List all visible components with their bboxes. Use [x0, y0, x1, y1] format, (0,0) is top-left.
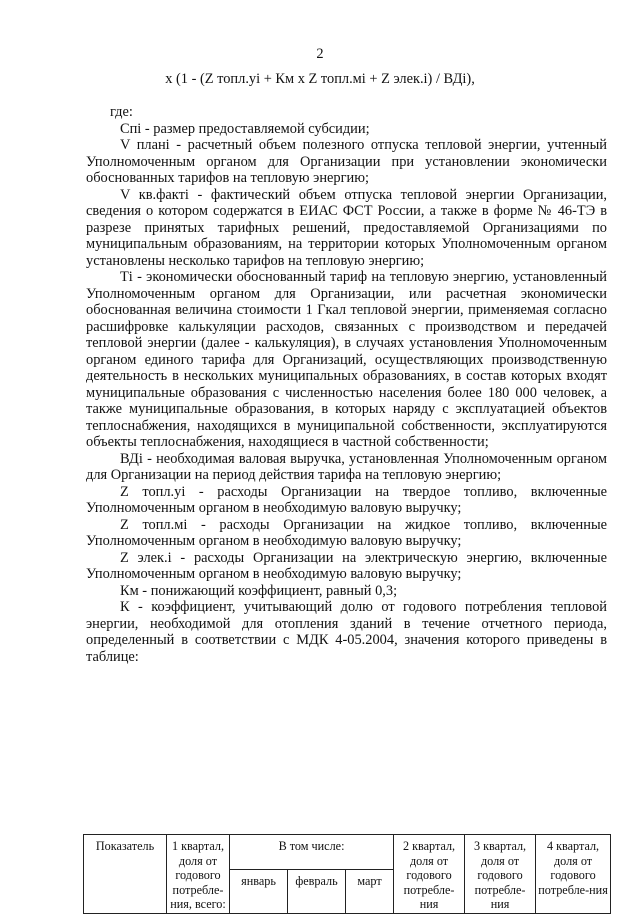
- definition-k: К - коэффициент, учитывающий долю от годового потребления тепловой энергии, необходимой для отопления зданий в течение отчетного периода, определенный в соответствии с МДК 4-05.2004, значения которого приведены в таблице:: [86, 599, 607, 665]
- header-indicator: Показатель: [84, 835, 167, 914]
- definition-z-liquid: Z топл.мi - расходы Организации на жидкое топливо, включенные Уполномоченным органом в необходимую валовую выручку;: [86, 516, 607, 549]
- definition-v-plan: V планi - расчетный объем полезного отпуска тепловой энергии, учтенный Уполномоченным органом для Организации при установлении экономически обоснованных тарифов на тепловую энергию;: [86, 137, 607, 186]
- page-number: 2: [316, 46, 324, 62]
- coefficient-table: [83, 834, 611, 914]
- header-q1: 1 квартал, доля от годового потребле-ния, всего:: [167, 835, 230, 914]
- formula-line: х (1 - (Z топл.уi + Км х Z топл.мi + Z элек.i) / ВДi),: [165, 71, 475, 87]
- header-q3: 3 квартал, доля от годового потребле-ния: [465, 835, 536, 914]
- document-body: [86, 104, 607, 665]
- header-q2: 2 квартал, доля от годового потребле-ния: [394, 835, 465, 914]
- definition-sp: Спi - размер предоставляемой субсидии;: [120, 120, 370, 137]
- paragraph-where: где:: [110, 104, 133, 120]
- header-february: февраль: [288, 869, 346, 913]
- definition-z-electric: Z элек.i - расходы Организации на электрическую энергию, включенные Уполномоченным органом в необходимую валовую выручку;: [86, 549, 607, 582]
- header-q4: 4 квартал, доля от годового потребле-ния: [536, 835, 611, 914]
- definition-vd: ВДi - необходимая валовая выручка, установленная Уполномоченным органом для Организации на период действия тарифа на тепловую энергию;: [86, 450, 607, 483]
- header-march: март: [346, 869, 394, 913]
- definition-z-solid: Z топл.уi - расходы Организации на твердое топливо, включенные Уполномоченным органом в необходимую валовую выручку;: [86, 483, 607, 516]
- header-including: В том числе:: [230, 835, 394, 870]
- definition-v-fact: V кв.фактi - фактический объем отпуска тепловой энергии Организации, сведения о котором содержатся в ЕИАС ФСТ России, а также в форме № 46-ТЭ в разрезе принятых тарифных решений, предоставляемой Организациями по муниципальным образованиям, на территории которых Уполномоченным органом установлены несколько тарифов на тепловую энергию;: [86, 186, 607, 269]
- header-january: январь: [230, 869, 288, 913]
- table-header-row: [84, 835, 611, 870]
- definition-km: Км - понижающий коэффициент, равный 0,3;: [120, 582, 398, 599]
- definition-tariff: Тi - экономически обоснованный тариф на тепловую энергию, установленный Уполномоченным органом для Организации, или расчетная экономически обоснованная величина стоимости 1 Гкал тепловой энергии, применяемая согласно расшифровке калькуляции расходов, связанных с производством и передачей тепловой энергии (далее - калькуляция), в случаях установления Уполномоченным органом единого тарифа для Организаций, осуществляющих производственную деятельность в нескольких муниципальных образованиях, в состав которых входят муниципальные образования с численностью населения более 180 000 человек, а также муниципальные образования, в которых наряду с эксплуатацией объектов теплоснабжения, находящихся в муниципальной собственности, эксплуатируются объекты теплоснабжения, находящиеся в частной собственности;: [86, 269, 607, 450]
